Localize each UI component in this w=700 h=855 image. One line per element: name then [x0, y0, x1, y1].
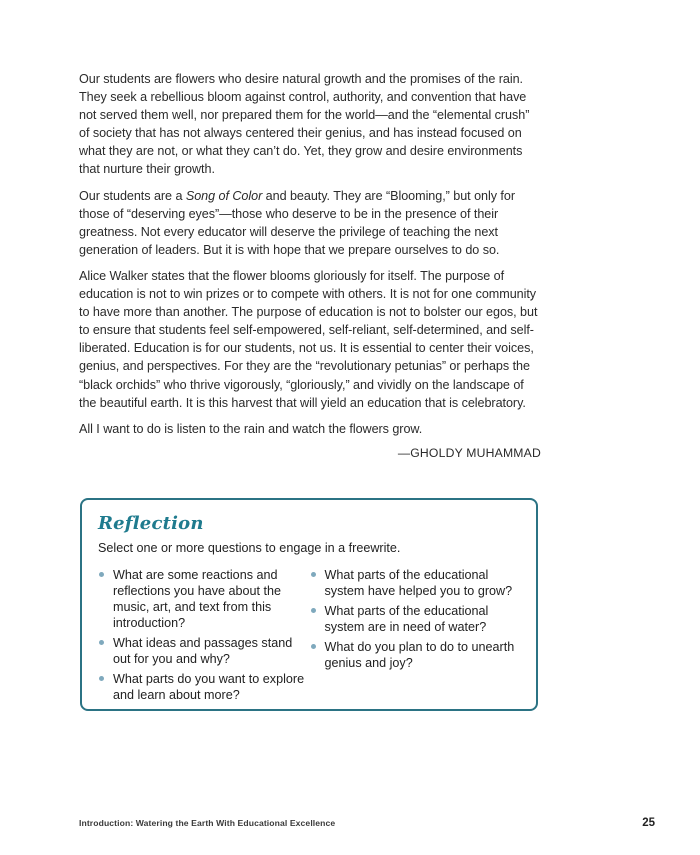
- attribution: —GHOLDY MUHAMMAD: [397, 445, 541, 460]
- question-text: What do you plan to do to unearth genius and joy?: [324, 640, 515, 670]
- question-list-left: [98, 567, 310, 707]
- page-number: 25: [642, 817, 655, 829]
- question-item: [98, 567, 310, 631]
- reflection-box: [80, 498, 538, 711]
- reflection-subtitle: Select one or more questions to engage in a freewrite.: [98, 541, 401, 555]
- question-list-right: [310, 567, 522, 707]
- bullet-icon: [99, 572, 104, 577]
- question-text: What ideas and passages stand out for you and why?: [113, 636, 293, 666]
- paragraph-closing: All I want to do is listen to the rain and watch the flowers grow.: [79, 421, 423, 436]
- question-item: [310, 567, 522, 599]
- question-text: What parts of the educational system are in need of water?: [324, 604, 489, 634]
- bullet-icon: [99, 676, 104, 681]
- paragraph-alice-walker: Alice Walker states that the flower blooms gloriously for itself. The purpose of education is not to win prizes or to compete with others. It is not for one community to have more than another. The purpose of education is not to bolster our egos, but to ensure that students feel self-empowered, self-reliant, self-determined, and self-liberated. Education is for our students, not us. It is essential to center their voices, genius, and perspectives. For they are the “revolutionary petunias” or perhaps the “black orchids” who thrive vigorously, “gloriously,” and vividly on the landscape of the beautiful earth. It is this harvest that will yield an education that is celebratory.: [79, 268, 538, 410]
- bullet-icon: [99, 640, 104, 645]
- page-body: [79, 70, 541, 462]
- bullet-icon: [311, 572, 316, 577]
- question-item: [98, 671, 310, 703]
- running-footer-title: Introduction: Watering the Earth With Educational Excellence: [79, 818, 336, 828]
- bullet-icon: [311, 608, 316, 613]
- paragraph-text: and beauty. They are “Blooming,” but only for those of “deserving eyes”—those who deserve to be in the presence of their greatness. Not every educator will deserve the privilege of teaching the next generation of leaders. But it is with hope that we prepare ourselves to do so.: [79, 188, 515, 257]
- question-text: What parts do you want to explore and learn about more?: [113, 672, 305, 702]
- paragraph-song-of-color: [79, 187, 541, 259]
- bullet-icon: [311, 644, 316, 649]
- question-item: [310, 603, 522, 635]
- question-item: [310, 639, 522, 671]
- question-text: What are some reactions and reflections you have about the music, art, and text from this introduction?: [113, 568, 282, 630]
- question-item: [98, 635, 310, 667]
- question-text: What parts of the educational system have helped you to grow?: [324, 568, 513, 598]
- paragraph-text: Our students are a: [79, 188, 186, 203]
- reflection-title: Reflection: [98, 513, 204, 534]
- paragraph-flowers: Our students are flowers who desire natural growth and the promises of the rain. They seek a rebellious bloom against control, authority, and convention that have not served them well, nor prepared them for the world—and the “elemental crush” of society that has not always centered their genius, and has instead focused on what they are not, or what they can’t do. Yet, they grow and desire environments that nurture their growth.: [79, 72, 530, 177]
- question-columns: [98, 567, 521, 707]
- page-footer: [79, 817, 655, 829]
- italic-title: Song of Color: [185, 188, 263, 203]
